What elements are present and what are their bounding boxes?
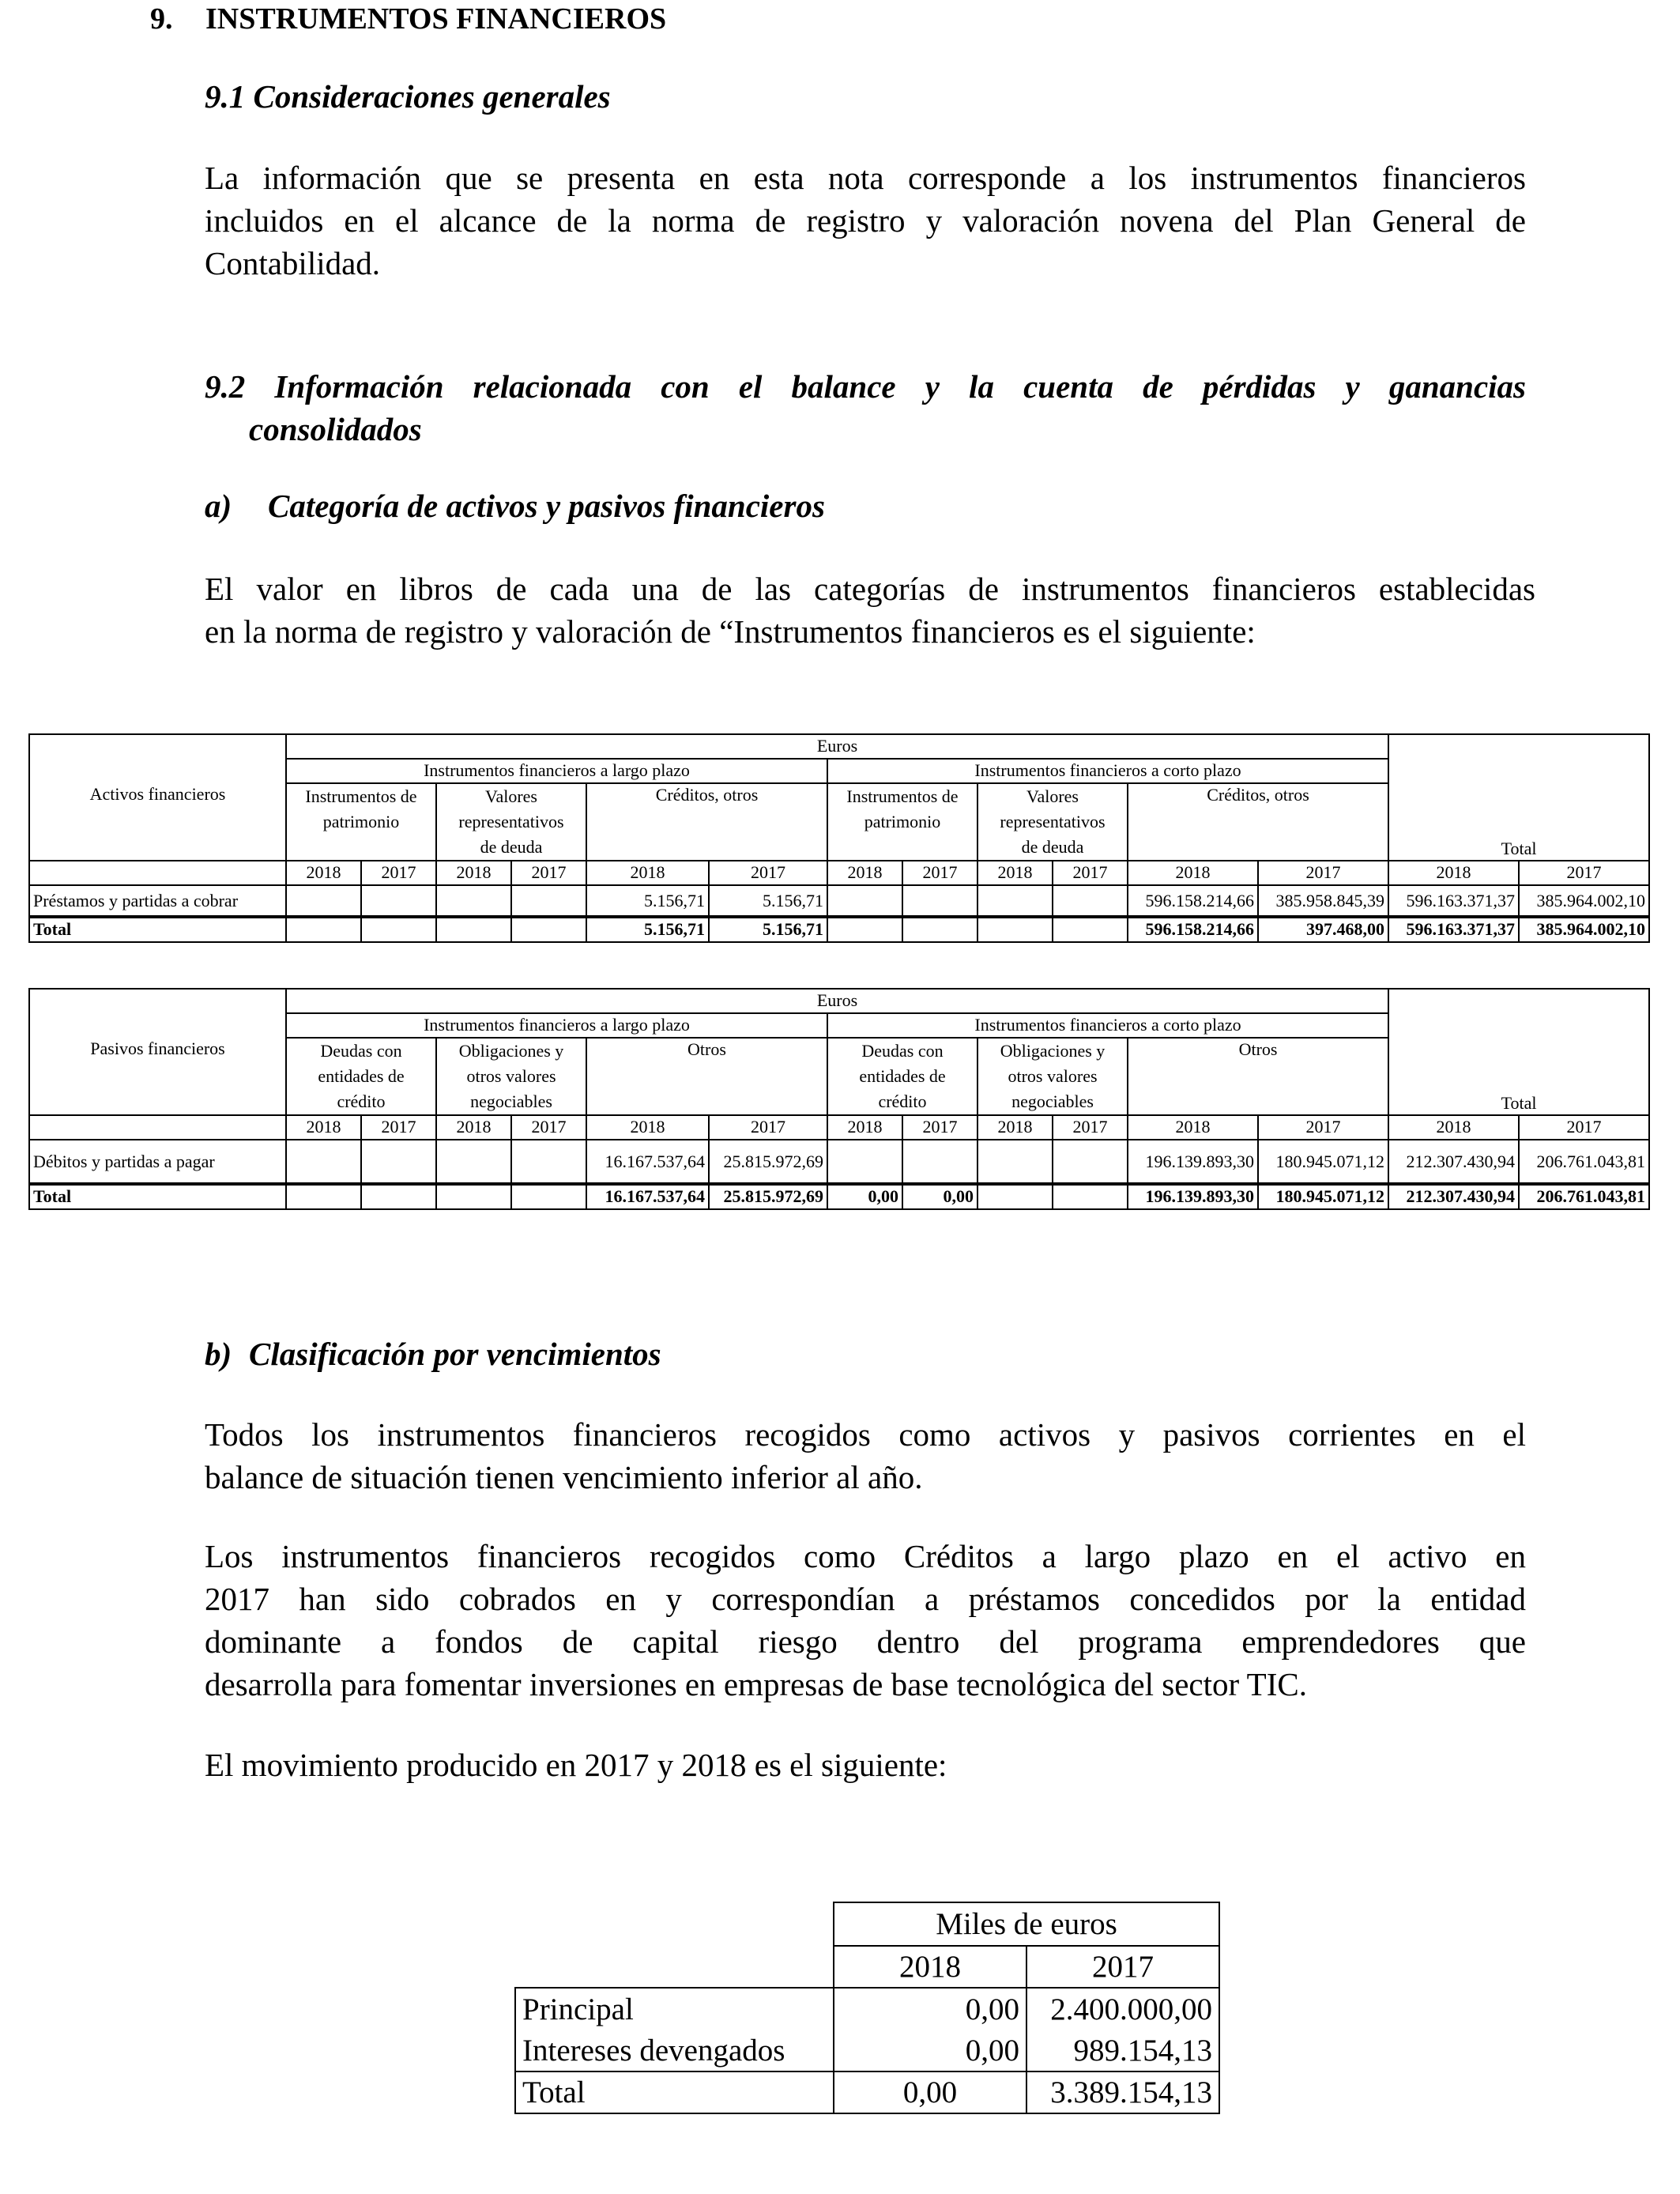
category-line: patrimonio: [864, 812, 941, 831]
text-line: en la norma de registro y valoración de “Instrumentos financieros es el siguiente:: [205, 613, 1256, 650]
text-line: Contabilidad.: [205, 245, 381, 281]
activos-financieros-table: [28, 733, 1650, 943]
value-cell: 212.307.430,94: [1388, 1140, 1519, 1184]
units-header: Miles de euros: [834, 1902, 1219, 1946]
category-header: [436, 1038, 586, 1115]
short-term-header: Instrumentos financieros a corto plazo: [827, 759, 1388, 783]
value-cell: 596.158.214,66: [1128, 885, 1258, 917]
value-cell: 385.964.002,10: [1519, 885, 1649, 917]
value-cell: [436, 1140, 511, 1184]
total-blank: [1388, 734, 1649, 759]
value-cell: [977, 1140, 1053, 1184]
table-row: [29, 885, 1649, 917]
value-cell: 5.156,71: [586, 917, 709, 942]
category-line: negociables: [470, 1091, 552, 1111]
category-line: entidades de: [318, 1066, 405, 1086]
value-cell: [436, 1184, 511, 1209]
subsection-b-para-3: El movimiento producido en 2017 y 2018 es el siguiente:: [205, 1747, 947, 1783]
value-cell: [511, 917, 586, 942]
section-heading: [150, 2, 666, 36]
subsection-b-para-1: [205, 1413, 1526, 1498]
value-cell: [511, 1140, 586, 1184]
text-line: 2017 han sido cobrados en y correspondían a préstamos concedidos por la entidad: [205, 1581, 1526, 1617]
row-label: Total: [29, 917, 286, 942]
value-cell: [511, 1184, 586, 1209]
value-cell: [827, 917, 902, 942]
category-line: crédito: [878, 1091, 927, 1111]
year-header: 2017: [361, 861, 436, 885]
title-line: 9.2 Información relacionada con el balance y la cuenta de pérdidas y ganancias: [205, 368, 1526, 405]
corner-label: Pasivos financieros: [90, 1039, 225, 1058]
text-line: desarrolla para fomentar inversiones en empresas de base tecnológica del sector TIC.: [205, 1666, 1307, 1702]
corner-label: Activos financieros: [89, 784, 226, 804]
year-header: 2017: [511, 1115, 586, 1140]
row-header-corner: [29, 1038, 286, 1115]
category-header: [286, 783, 436, 861]
total-header: Total: [1388, 1038, 1649, 1115]
subsection-a-label: Categoría de activos y pasivos financieros: [268, 488, 825, 524]
table-row: [515, 1988, 1219, 2030]
category-header: [286, 1038, 436, 1115]
category-header: [977, 783, 1128, 861]
year-header: 2017: [1053, 861, 1128, 885]
year-header: 2017: [1258, 861, 1388, 885]
value-cell: 206.761.043,81: [1519, 1140, 1649, 1184]
value-cell: 212.307.430,94: [1388, 1184, 1519, 1209]
corner-blank: [29, 759, 286, 783]
year-header: 2018: [436, 1115, 511, 1140]
value-cell: 0,00: [827, 1184, 902, 1209]
value-cell: [361, 885, 436, 917]
value-cell: [286, 885, 361, 917]
value-cell: [827, 1140, 902, 1184]
category-line: entidades de: [859, 1066, 946, 1086]
total-blank: [1388, 759, 1649, 783]
text-line: Los instrumentos financieros recogidos como Créditos a largo plazo en el activo en: [205, 1538, 1526, 1574]
text-line: dominante a fondos de capital riesgo dentro del programa emprendedores que: [205, 1623, 1526, 1660]
value-cell: [436, 885, 511, 917]
total-row: [515, 2071, 1219, 2113]
year-header: 2018: [586, 1115, 709, 1140]
text-line: El valor en libros de cada una de las categorías de instrumentos financieros establecidas: [205, 571, 1535, 607]
value-cell: 206.761.043,81: [1519, 1184, 1649, 1209]
category-header: [436, 783, 586, 861]
year-header: 2017: [709, 1115, 827, 1140]
category-line: otros valores: [1008, 1066, 1098, 1086]
category-line: Instrumentos de: [846, 786, 959, 806]
section-number: 9.: [150, 2, 173, 36]
value-cell: 3.389.154,13: [1026, 2071, 1219, 2113]
value-cell: 0,00: [902, 1184, 977, 1209]
category-header: Otros: [1128, 1038, 1388, 1115]
total-row: [29, 1184, 1649, 1209]
row-label: Intereses devengados: [515, 2030, 834, 2071]
value-cell: 596.158.214,66: [1128, 917, 1258, 942]
total-blank: [1388, 989, 1649, 1013]
category-line: crédito: [337, 1091, 386, 1111]
value-cell: 0,00: [834, 1988, 1026, 2030]
table-row: [29, 1140, 1649, 1184]
category-line: Deudas con: [861, 1041, 944, 1061]
year-header: 2018: [977, 861, 1053, 885]
value-cell: [977, 1184, 1053, 1209]
section-title: INSTRUMENTOS FINANCIEROS: [205, 2, 667, 36]
text-line: La información que se presenta en esta nota corresponde a los instrumentos financieros: [205, 160, 1526, 196]
category-line: Deudas con: [320, 1041, 402, 1061]
pasivos-financieros-table: [28, 988, 1650, 1210]
year-header: 2018: [1128, 1115, 1258, 1140]
subsection-9-1-text: [205, 156, 1526, 285]
value-cell: [1053, 917, 1128, 942]
category-header: Otros: [586, 1038, 827, 1115]
short-term-header: Instrumentos financieros a corto plazo: [827, 1013, 1388, 1038]
corner-blank: [29, 989, 286, 1013]
row-label: Préstamos y partidas a cobrar: [29, 885, 286, 917]
year-header: 2018: [1388, 1115, 1519, 1140]
value-cell: 385.964.002,10: [1519, 917, 1649, 942]
category-line: de deuda: [1021, 837, 1084, 857]
category-line: representativos: [458, 812, 564, 831]
value-cell: 196.139.893,30: [1128, 1140, 1258, 1184]
category-line: Obligaciones y: [458, 1041, 564, 1061]
year-header: 2018: [286, 1115, 361, 1140]
year-header: 2017: [902, 1115, 977, 1140]
year-header: 2018: [827, 1115, 902, 1140]
value-cell: [827, 885, 902, 917]
value-cell: 180.945.071,12: [1258, 1184, 1388, 1209]
category-line: de deuda: [480, 837, 543, 857]
category-header: Créditos, otros: [586, 783, 827, 861]
year-header: 2018: [586, 861, 709, 885]
total-blank: [1388, 1013, 1649, 1038]
category-line: representativos: [1000, 812, 1106, 831]
year-header: 2018: [286, 861, 361, 885]
table-row: [515, 2030, 1219, 2071]
value-cell: 196.139.893,30: [1128, 1184, 1258, 1209]
subsection-a-title: [205, 487, 825, 525]
blank-cell: [29, 1115, 286, 1140]
total-header: Total: [1388, 783, 1649, 861]
value-cell: [977, 885, 1053, 917]
value-cell: 385.958.845,39: [1258, 885, 1388, 917]
value-cell: 596.163.371,37: [1388, 885, 1519, 917]
value-cell: [436, 917, 511, 942]
year-header: 2018: [1388, 861, 1519, 885]
category-line: patrimonio: [322, 812, 400, 831]
category-line: negociables: [1011, 1091, 1094, 1111]
category-line: Valores: [485, 786, 537, 806]
subsection-letter: b): [205, 1336, 232, 1372]
text-line: incluidos en el alcance de la norma de registro y valoración novena del Plan General de: [205, 202, 1526, 239]
euros-header: Euros: [286, 734, 1388, 759]
year-header: 2018: [834, 1946, 1026, 1988]
total-row: [29, 917, 1649, 942]
subsection-b-title: [205, 1335, 661, 1373]
blank-cell: [29, 861, 286, 885]
value-cell: [286, 917, 361, 942]
corner-blank: [29, 734, 286, 759]
year-header: 2017: [511, 861, 586, 885]
subsection-b-para-2: [205, 1535, 1526, 1706]
row-header-corner: [29, 783, 286, 861]
subsection-a-text: [205, 567, 1535, 653]
subsection-9-2-title: [205, 365, 1526, 450]
value-cell: 16.167.537,64: [586, 1140, 709, 1184]
value-cell: [361, 917, 436, 942]
movimiento-table: [514, 1902, 1220, 2114]
subsection-letter: a): [205, 488, 232, 524]
value-cell: [286, 1140, 361, 1184]
year-header: 2018: [1128, 861, 1258, 885]
year-header: 2017: [1053, 1115, 1128, 1140]
value-cell: [977, 917, 1053, 942]
year-header: 2017: [1258, 1115, 1388, 1140]
value-cell: [1053, 1184, 1128, 1209]
category-line: Valores: [1026, 786, 1079, 806]
value-cell: [1053, 885, 1128, 917]
row-label: Débitos y partidas a pagar: [29, 1140, 286, 1184]
category-line: Obligaciones y: [1000, 1041, 1106, 1061]
value-cell: [361, 1140, 436, 1184]
blank-cell: [515, 1946, 834, 1988]
value-cell: [511, 885, 586, 917]
value-cell: [902, 917, 977, 942]
value-cell: 25.815.972,69: [709, 1140, 827, 1184]
category-header: [827, 783, 977, 861]
year-header: 2018: [977, 1115, 1053, 1140]
value-cell: [902, 1140, 977, 1184]
year-header: 2018: [827, 861, 902, 885]
value-cell: 5.156,71: [586, 885, 709, 917]
value-cell: 0,00: [834, 2071, 1026, 2113]
value-cell: 16.167.537,64: [586, 1184, 709, 1209]
row-label: Total: [29, 1184, 286, 1209]
year-header: 2017: [361, 1115, 436, 1140]
value-cell: 989.154,13: [1026, 2030, 1219, 2071]
year-header: 2017: [1026, 1946, 1219, 1988]
blank-cell: [515, 1902, 834, 1946]
corner-blank: [29, 1013, 286, 1038]
text-line: Todos los instrumentos financieros recogidos como activos y pasivos corrientes en el: [205, 1416, 1526, 1453]
category-header: [827, 1038, 977, 1115]
value-cell: 25.815.972,69: [709, 1184, 827, 1209]
value-cell: 397.468,00: [1258, 917, 1388, 942]
row-label: Principal: [515, 1988, 834, 2030]
category-line: otros valores: [466, 1066, 556, 1086]
value-cell: [1053, 1140, 1128, 1184]
value-cell: 0,00: [834, 2030, 1026, 2071]
subsection-b-label: Clasificación por vencimientos: [249, 1336, 661, 1372]
value-cell: 5.156,71: [709, 885, 827, 917]
category-header: [977, 1038, 1128, 1115]
value-cell: [361, 1184, 436, 1209]
euros-header: Euros: [286, 989, 1388, 1013]
value-cell: 2.400.000,00: [1026, 1988, 1219, 2030]
category-line: Instrumentos de: [305, 786, 417, 806]
value-cell: 5.156,71: [709, 917, 827, 942]
value-cell: 596.163.371,37: [1388, 917, 1519, 942]
year-header: 2017: [709, 861, 827, 885]
year-header: 2018: [436, 861, 511, 885]
long-term-header: Instrumentos financieros a largo plazo: [286, 1013, 827, 1038]
subsection-9-1-title: 9.1 Consideraciones generales: [205, 78, 611, 115]
value-cell: [286, 1184, 361, 1209]
year-header: 2017: [1519, 861, 1649, 885]
year-header: 2017: [1519, 1115, 1649, 1140]
value-cell: [902, 885, 977, 917]
year-header: 2017: [902, 861, 977, 885]
text-line: balance de situación tienen vencimiento inferior al año.: [205, 1459, 923, 1495]
row-label: Total: [515, 2071, 834, 2113]
category-header: Créditos, otros: [1128, 783, 1388, 861]
value-cell: 180.945.071,12: [1258, 1140, 1388, 1184]
title-line: consolidados: [249, 411, 422, 447]
long-term-header: Instrumentos financieros a largo plazo: [286, 759, 827, 783]
